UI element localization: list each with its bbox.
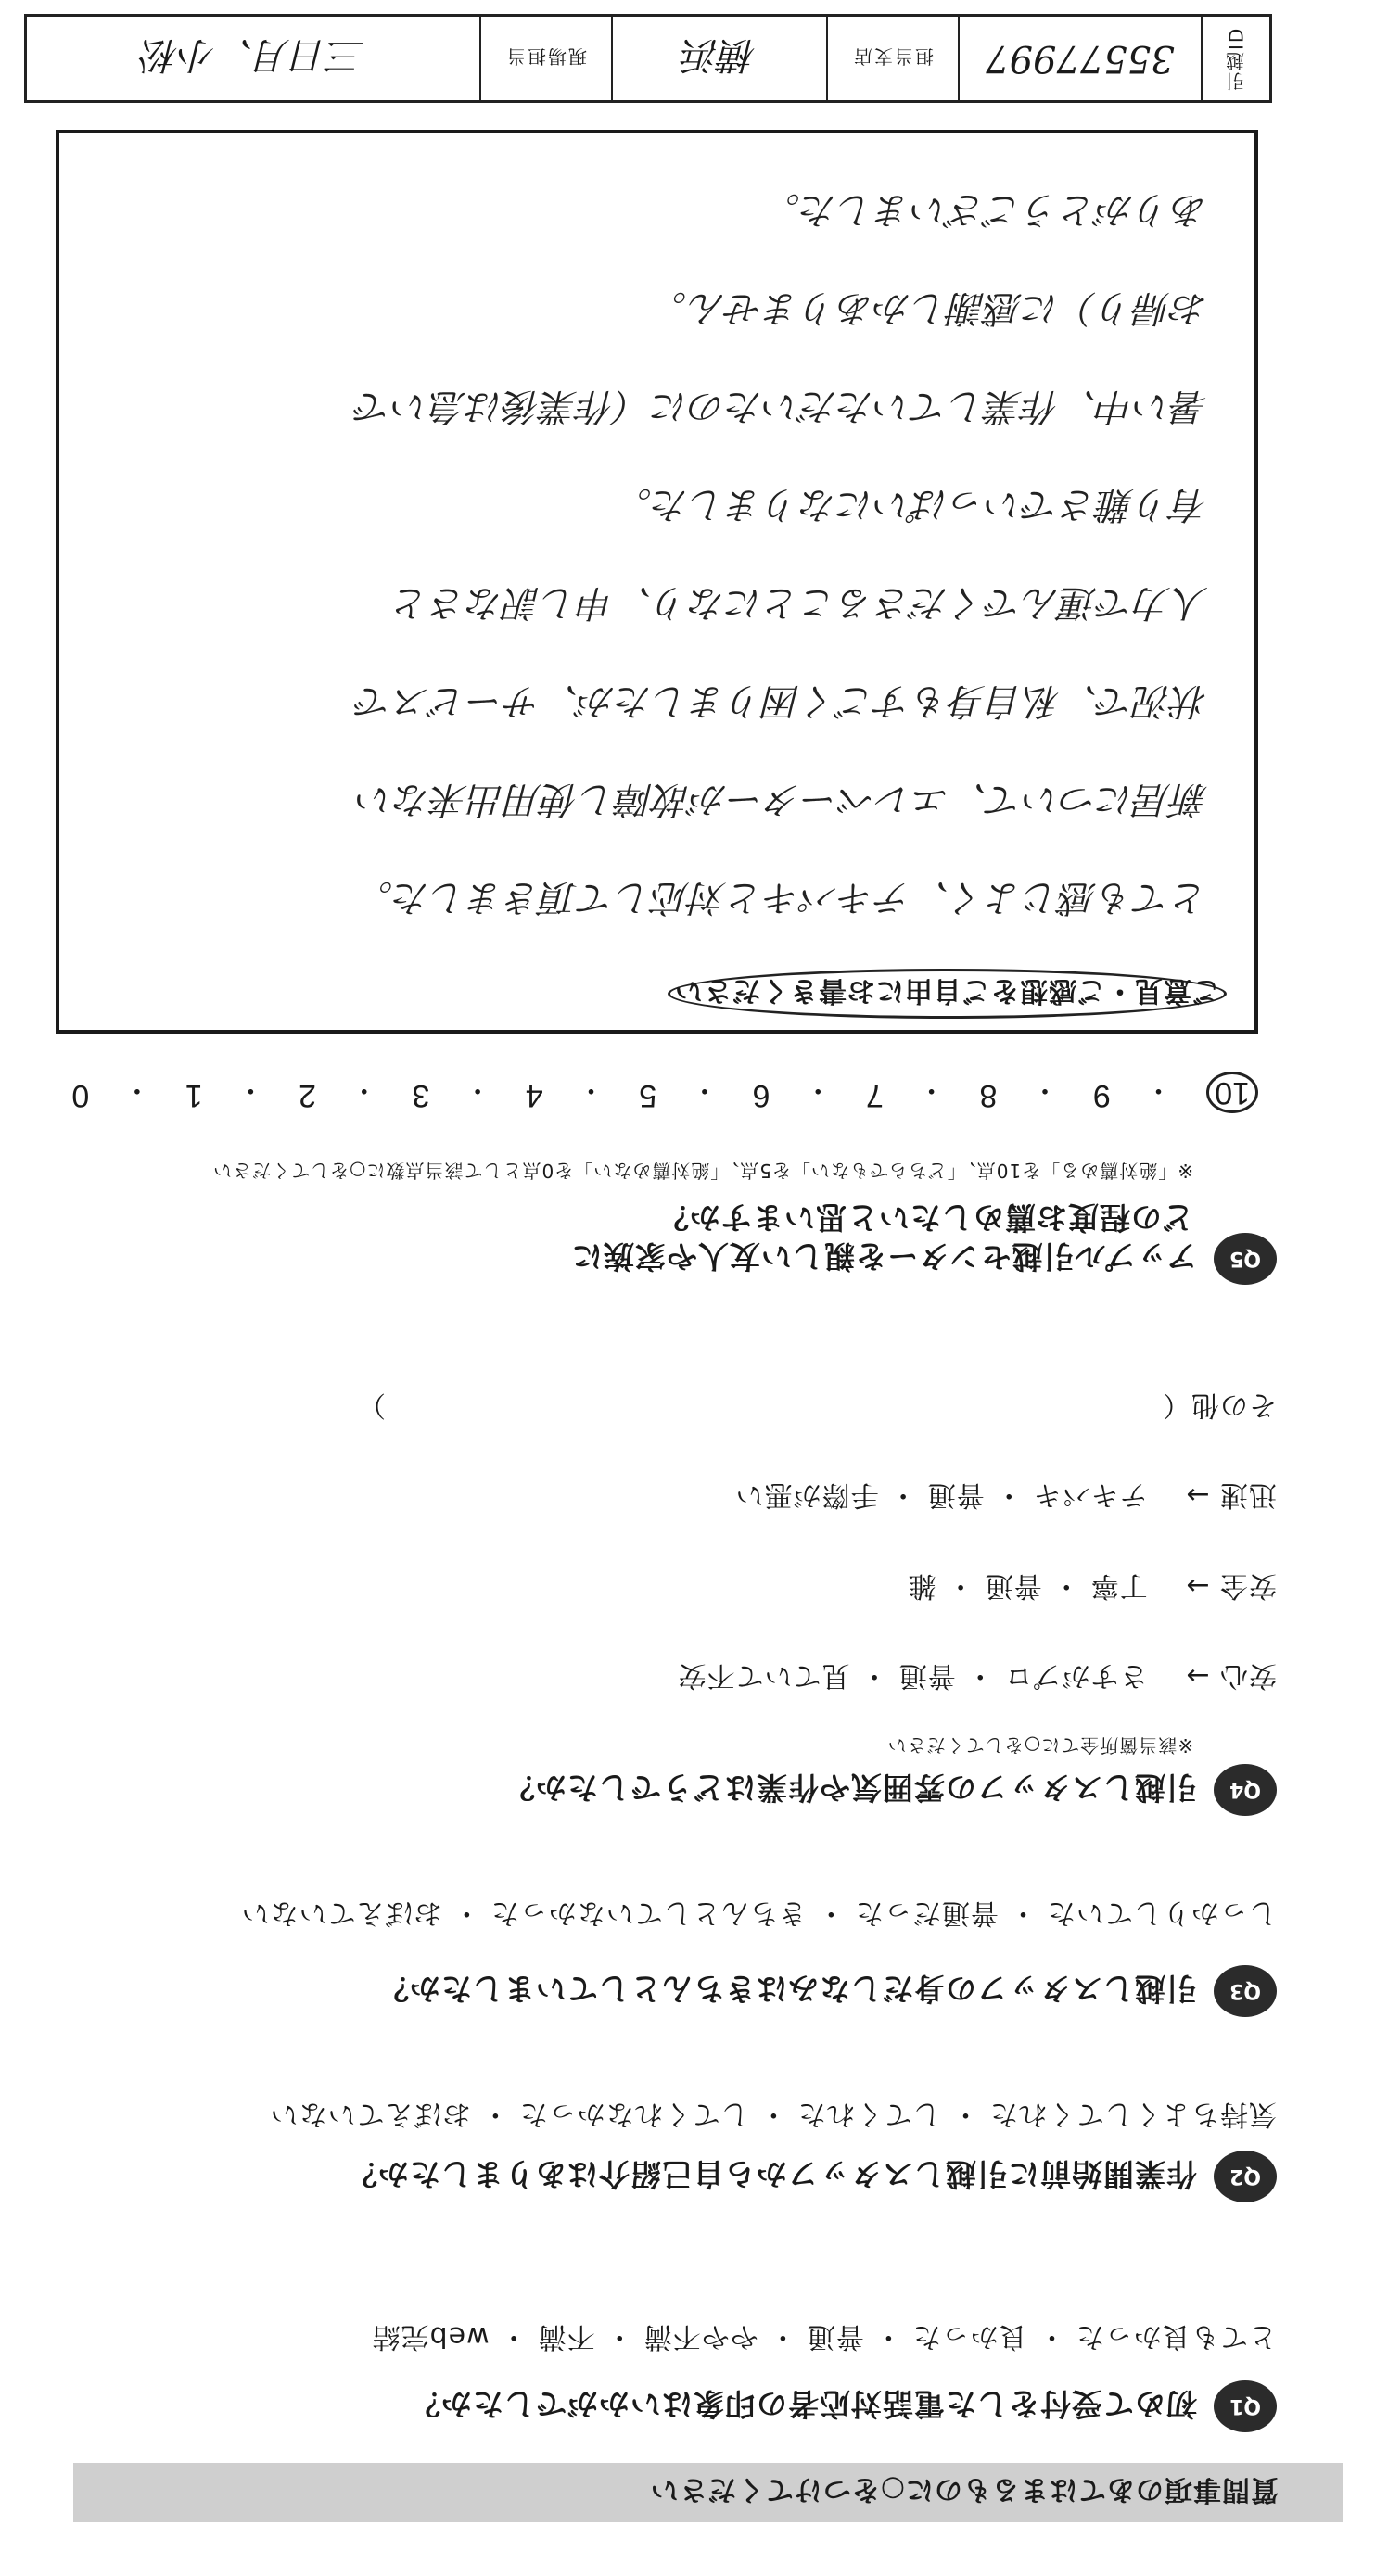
- scale-8[interactable]: 8: [979, 1078, 998, 1113]
- q4-text: 引越しスタッフの雰囲気や作業はどうでしたか？: [503, 1770, 1197, 1807]
- q1-options[interactable]: とても良かった ・ 良かった ・ 普通 ・ やや不満 ・ 不満 ・ web完結: [371, 2320, 1277, 2353]
- q5-badge: Q5: [1214, 1233, 1277, 1285]
- form-title: [73, 2463, 1343, 2522]
- q4-row-anshin-label: 安心 →: [1185, 1659, 1277, 1692]
- scale-3[interactable]: 3: [412, 1078, 430, 1113]
- form-title-text: 質問事項のあてはまるものに○をつけてください: [649, 2473, 1279, 2506]
- q4-row-anshin-options[interactable]: さすがプロ ・ 普通 ・ 見ていて不安: [677, 1659, 1148, 1692]
- q4-row-anshin[interactable]: [678, 1658, 1277, 1699]
- comment-line: 状況で、私自身もすごく困りましたが、サービスで: [355, 679, 1208, 722]
- id-table: [24, 14, 1272, 103]
- comment-line: お帰り）に感謝しかありません。: [649, 286, 1208, 329]
- comment-line: 暑い中、作業していただいたのに（作業後は急いで: [355, 385, 1208, 427]
- q3-badge: Q3: [1214, 1965, 1277, 2017]
- q4-row-jinsoku-label: 迅速 →: [1185, 1478, 1277, 1511]
- comment-title: [668, 969, 1227, 1019]
- scale-9[interactable]: 9: [1092, 1078, 1111, 1113]
- q3-options[interactable]: しっかりしていた ・ 普通だった ・ きちんとしていなかった ・ おぼえていない: [240, 1897, 1277, 1929]
- q1-text: 初めて受付をした電話対応者の印象はいかがでしたか？: [409, 2386, 1197, 2423]
- scale-5[interactable]: 5: [639, 1078, 657, 1113]
- comment-line: 新居について、エレベーターが故障し使用出来ない: [356, 778, 1208, 820]
- q2-badge: Q2: [1214, 2151, 1277, 2202]
- q4-row-anzen[interactable]: [908, 1568, 1277, 1609]
- q4-row-anzen-options[interactable]: 丁寧 ・ 普通 ・ 雑: [907, 1569, 1148, 1602]
- q2-options[interactable]: 気持ちよくしてくれた ・ してくれた ・ してくれなかった ・ おぼえていない: [269, 2098, 1277, 2130]
- comment-line: 人力で運んでくださることになり、申し訳なさと: [392, 581, 1208, 624]
- q4-badge: Q4: [1214, 1764, 1277, 1816]
- q4-note: ※該当箇所全てに○をしてください: [886, 1734, 1193, 1757]
- q4-row-anzen-label: 安全 →: [1185, 1569, 1277, 1602]
- comment-line: とても感じよく、テキパキと対応して頂きました。: [355, 876, 1208, 919]
- question-1: [409, 2380, 1277, 2432]
- comment-line: ありがとうございました。: [763, 188, 1208, 231]
- scale-7[interactable]: 7: [866, 1078, 884, 1113]
- scale-1[interactable]: 1: [185, 1078, 203, 1113]
- staff-value[interactable]: 三日月、小松: [142, 33, 364, 77]
- q5-text-line1: アップル引越センターを親しい友人や家族に: [570, 1238, 1197, 1275]
- q5-scale: 10 ・ 9 ・ 8 ・ 7 ・ 6 ・ 5 ・ 4 ・ 3 ・ 2 ・ 1 ・ 0: [71, 1072, 1258, 1113]
- staff-label: 現場担当: [479, 17, 611, 100]
- q1-badge: Q1: [1214, 2380, 1277, 2432]
- comment-title-text: ご意見・ご感想をご自由にお書きください: [668, 969, 1227, 1019]
- q3-text: 引越しスタッフの身だしなみはきちんとしていましたか？: [377, 1971, 1197, 2008]
- comment-line: 有り難さでいっぱいになりました。: [615, 483, 1208, 526]
- branch-label: 担当支店: [826, 17, 958, 100]
- scale-0[interactable]: 0: [71, 1078, 90, 1113]
- branch-value[interactable]: 横浜: [611, 17, 826, 100]
- q4-row-jinsoku[interactable]: [735, 1478, 1277, 1518]
- scale-10[interactable]: 10: [1206, 1072, 1258, 1113]
- q5-text-line2: どの程度お薦めしたいと思いますか？: [657, 1199, 1193, 1236]
- question-3: [377, 1965, 1277, 2017]
- comment-body: [96, 160, 1208, 946]
- q2-text: 作業開始前に引越しスタッフから自己紹介はありましたか？: [346, 2156, 1197, 2193]
- question-2: [346, 2151, 1277, 2202]
- scale-4[interactable]: 4: [525, 1078, 543, 1113]
- scale-6[interactable]: 6: [752, 1078, 770, 1113]
- q5-note: ※「絶対薦める」を10点、「どちらでもない」を5点、「絶対薦めない」を0点として該当点数に○をしてください: [212, 1160, 1193, 1182]
- q4-other[interactable]: その他（ ）: [357, 1389, 1277, 1421]
- scale-2[interactable]: 2: [299, 1078, 316, 1113]
- id-label: 引越ID: [1201, 17, 1269, 100]
- id-value[interactable]: 35577997: [958, 17, 1201, 100]
- q4-row-jinsoku-options[interactable]: テキパキ ・ 普通 ・ 手際が悪い: [734, 1478, 1148, 1511]
- question-4: [503, 1764, 1277, 1816]
- comment-box[interactable]: [56, 130, 1258, 1034]
